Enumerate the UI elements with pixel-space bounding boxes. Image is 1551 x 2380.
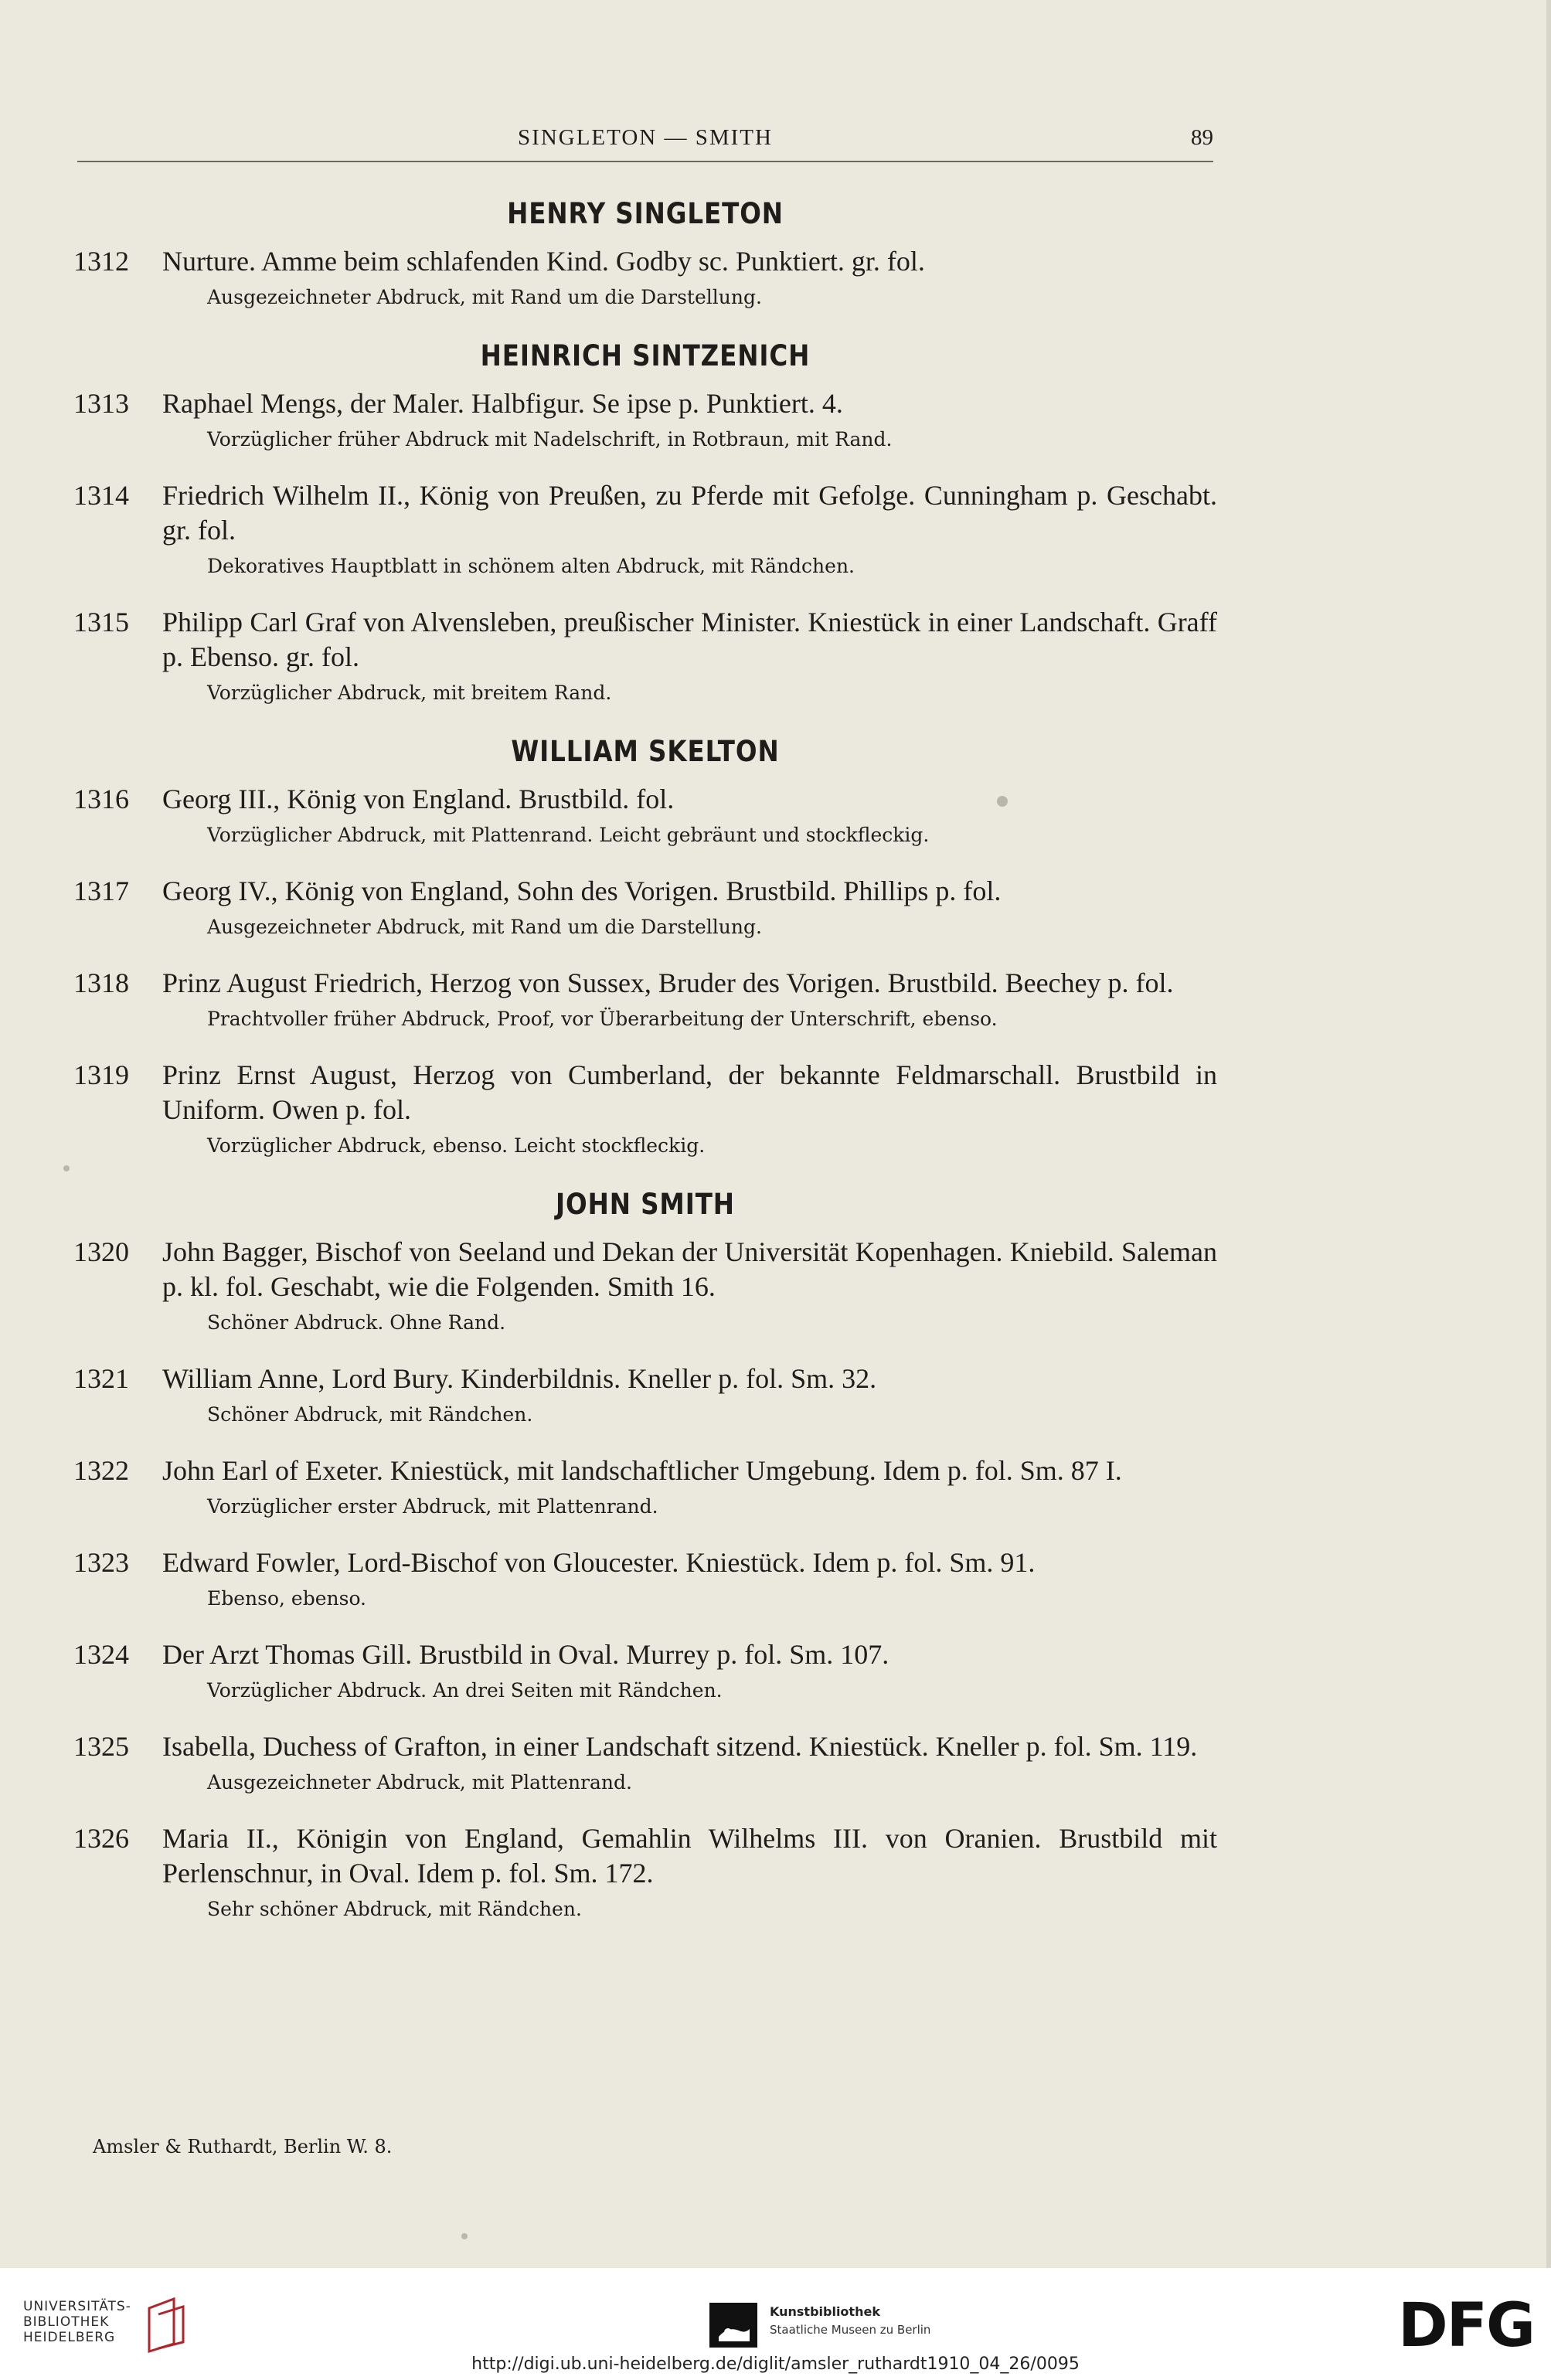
entry-description: Georg IV., König von England, Sohn des Vorigen. Brustbild. Phillips p. fol. [162, 876, 1002, 906]
kunstbibliothek-logo[interactable] [709, 2303, 972, 2349]
page-number: 89 [1191, 125, 1213, 150]
paper-speck [63, 1165, 70, 1171]
entry-condition-note: Dekoratives Hauptblatt in schönem alten Abdruck, mit Rändchen. [207, 555, 855, 577]
entry-description: Isabella, Duchess of Grafton, in einer Landschaft sitzend. Kniestück. Kneller p. fol. Sm. 119. [162, 1731, 1198, 1762]
paper-speck [461, 2233, 468, 2239]
publisher-imprint: Amsler & Ruthardt, Berlin W. 8. [93, 2136, 393, 2157]
entry-description: Georg III., König von England. Brustbild. fol. [162, 784, 675, 814]
entry-description: John Bagger, Bischof von Seeland und Dekan der Universität Kopenhagen. Kniebild. Saleman p. kl. fol. Geschabt, wie die Folgenden. Smith 16. [162, 1236, 1217, 1302]
artist-section [73, 197, 1217, 313]
entry-condition-note: Ausgezeichneter Abdruck, mit Plattenrand. [207, 1771, 632, 1794]
entry-number: 1326 [73, 1823, 129, 1854]
entry-condition-note: Sehr schöner Abdruck, mit Rändchen. [207, 1898, 582, 1920]
entry-number: 1321 [73, 1363, 129, 1394]
kunstbibliothek-mark-icon [709, 2303, 757, 2348]
entry-description: Prinz Ernst August, Herzog von Cumberland, der bekannte Feldmarschall. Brustbild in Uniform. Owen p. fol. [162, 1059, 1217, 1125]
artist-heading: JOHN SMITH [556, 1188, 735, 1221]
artist-section [73, 1188, 1217, 1925]
catalog-content [73, 197, 1217, 1951]
entry-number: 1314 [73, 480, 129, 511]
entry-number: 1315 [73, 607, 129, 638]
catalog-entry [73, 1729, 1217, 1798]
artist-heading: WILLIAM SKELTON [511, 735, 780, 768]
kunstbibliothek-subtitle: Staatliche Museen zu Berlin [770, 2323, 931, 2337]
entry-number: 1317 [73, 876, 129, 906]
catalog-entry [73, 244, 1217, 313]
entry-description: John Earl of Exeter. Kniestück, mit landschaftlicher Umgebung. Idem p. fol. Sm. 87 I. [162, 1455, 1122, 1486]
catalog-entry [73, 605, 1217, 709]
catalog-entry [73, 1637, 1217, 1706]
entry-number: 1316 [73, 784, 129, 814]
entry-description: Edward Fowler, Lord-Bischof von Gloucester. Kniestück. Idem p. fol. Sm. 91. [162, 1547, 1036, 1578]
entry-number: 1325 [73, 1731, 129, 1762]
entry-condition-note: Ausgezeichneter Abdruck, mit Rand um die Darstellung. [207, 286, 762, 308]
entry-number: 1323 [73, 1547, 129, 1578]
entry-condition-note: Vorzüglicher früher Abdruck mit Nadelschrift, in Rotbraun, mit Rand. [207, 428, 893, 450]
entry-description: Maria II., Königin von England, Gemahlin Wilhelms III. von Oranien. Brustbild mit Perlenschnur, in Oval. Idem p. fol. Sm. 172. [162, 1823, 1217, 1889]
dfg-logo[interactable]: DFG [1397, 2291, 1534, 2361]
entry-condition-note: Prachtvoller früher Abdruck, Proof, vor Überarbeitung der Unterschrift, ebenso. [207, 1008, 998, 1030]
source-url-link[interactable]: http://digi.ub.uni-heidelberg.de/diglit/amsler_ruthardt1910_04_26/0095 [471, 2354, 1080, 2374]
catalog-entry [73, 1235, 1217, 1338]
entry-number: 1312 [73, 246, 129, 277]
digitization-footer [0, 2268, 1551, 2380]
catalog-entry [73, 874, 1217, 943]
catalog-entry [73, 966, 1217, 1035]
catalog-entry [73, 1362, 1217, 1430]
entry-description: Der Arzt Thomas Gill. Brustbild in Oval. Murrey p. fol. Sm. 107. [162, 1639, 889, 1670]
catalog-entry [73, 1821, 1217, 1925]
entry-condition-note: Schöner Abdruck, mit Rändchen. [207, 1403, 533, 1426]
university-library-logo[interactable] [23, 2299, 193, 2357]
artist-heading: HENRY SINGLETON [507, 197, 784, 230]
entry-condition-note: Vorzüglicher erster Abdruck, mit Plattenrand. [207, 1495, 658, 1518]
entry-description: William Anne, Lord Bury. Kinderbildnis. Kneller p. fol. Sm. 32. [162, 1363, 877, 1394]
entry-description: Prinz August Friedrich, Herzog von Sussex, Bruder des Vorigen. Brustbild. Beechey p. fol. [162, 967, 1174, 998]
entry-condition-note: Vorzüglicher Abdruck. An drei Seiten mit Rändchen. [207, 1679, 723, 1702]
library-mark-icon [143, 2297, 189, 2353]
running-title: SINGLETON — SMITH [518, 125, 773, 150]
entry-description: Nurture. Amme beim schlafenden Kind. Godby sc. Punktiert. gr. fol. [162, 246, 925, 277]
entry-condition-note: Schöner Abdruck. Ohne Rand. [207, 1311, 506, 1334]
entry-condition-note: Ausgezeichneter Abdruck, mit Rand um die Darstellung. [207, 916, 762, 938]
catalog-entry [73, 386, 1217, 455]
entry-description: Raphael Mengs, der Maler. Halbfigur. Se ipse p. Punktiert. 4. [162, 388, 843, 419]
entry-number: 1318 [73, 967, 129, 998]
entry-number: 1313 [73, 388, 129, 419]
entry-condition-note: Vorzüglicher Abdruck, ebenso. Leicht stockfleckig. [207, 1134, 706, 1157]
catalog-entry [73, 478, 1217, 582]
entry-condition-note: Vorzüglicher Abdruck, mit Plattenrand. Leicht gebräunt und stockfleckig. [207, 824, 930, 846]
catalog-entry [73, 1454, 1217, 1522]
paper-speck [997, 796, 1008, 807]
artist-heading: HEINRICH SINTZENICH [480, 339, 811, 372]
catalog-entry [73, 1058, 1217, 1161]
catalog-entry [73, 1545, 1217, 1614]
entry-description: Philipp Carl Graf von Alvensleben, preußischer Minister. Kniestück in einer Landschaft. Graff p. Ebenso. gr. fol. [162, 607, 1217, 672]
artist-section [73, 339, 1217, 709]
entry-number: 1319 [73, 1059, 129, 1090]
artist-section [73, 735, 1217, 1161]
university-library-wordmark: UNIVERSITÄTS- BIBLIOTHEK HEIDELBERG [23, 2299, 131, 2345]
entry-description: Friedrich Wilhelm II., König von Preußen, zu Pferde mit Gefolge. Cunningham p. Geschabt. gr. fol. [162, 480, 1217, 546]
entry-number: 1322 [73, 1455, 129, 1486]
entry-condition-note: Ebenso, ebenso. [207, 1587, 367, 1610]
catalog-entry [73, 782, 1217, 851]
running-head [77, 125, 1213, 162]
entry-number: 1324 [73, 1639, 129, 1670]
entry-number: 1320 [73, 1236, 129, 1267]
kunstbibliothek-name: Kunstbibliothek [770, 2304, 880, 2319]
entry-condition-note: Vorzüglicher Abdruck, mit breitem Rand. [207, 682, 612, 704]
